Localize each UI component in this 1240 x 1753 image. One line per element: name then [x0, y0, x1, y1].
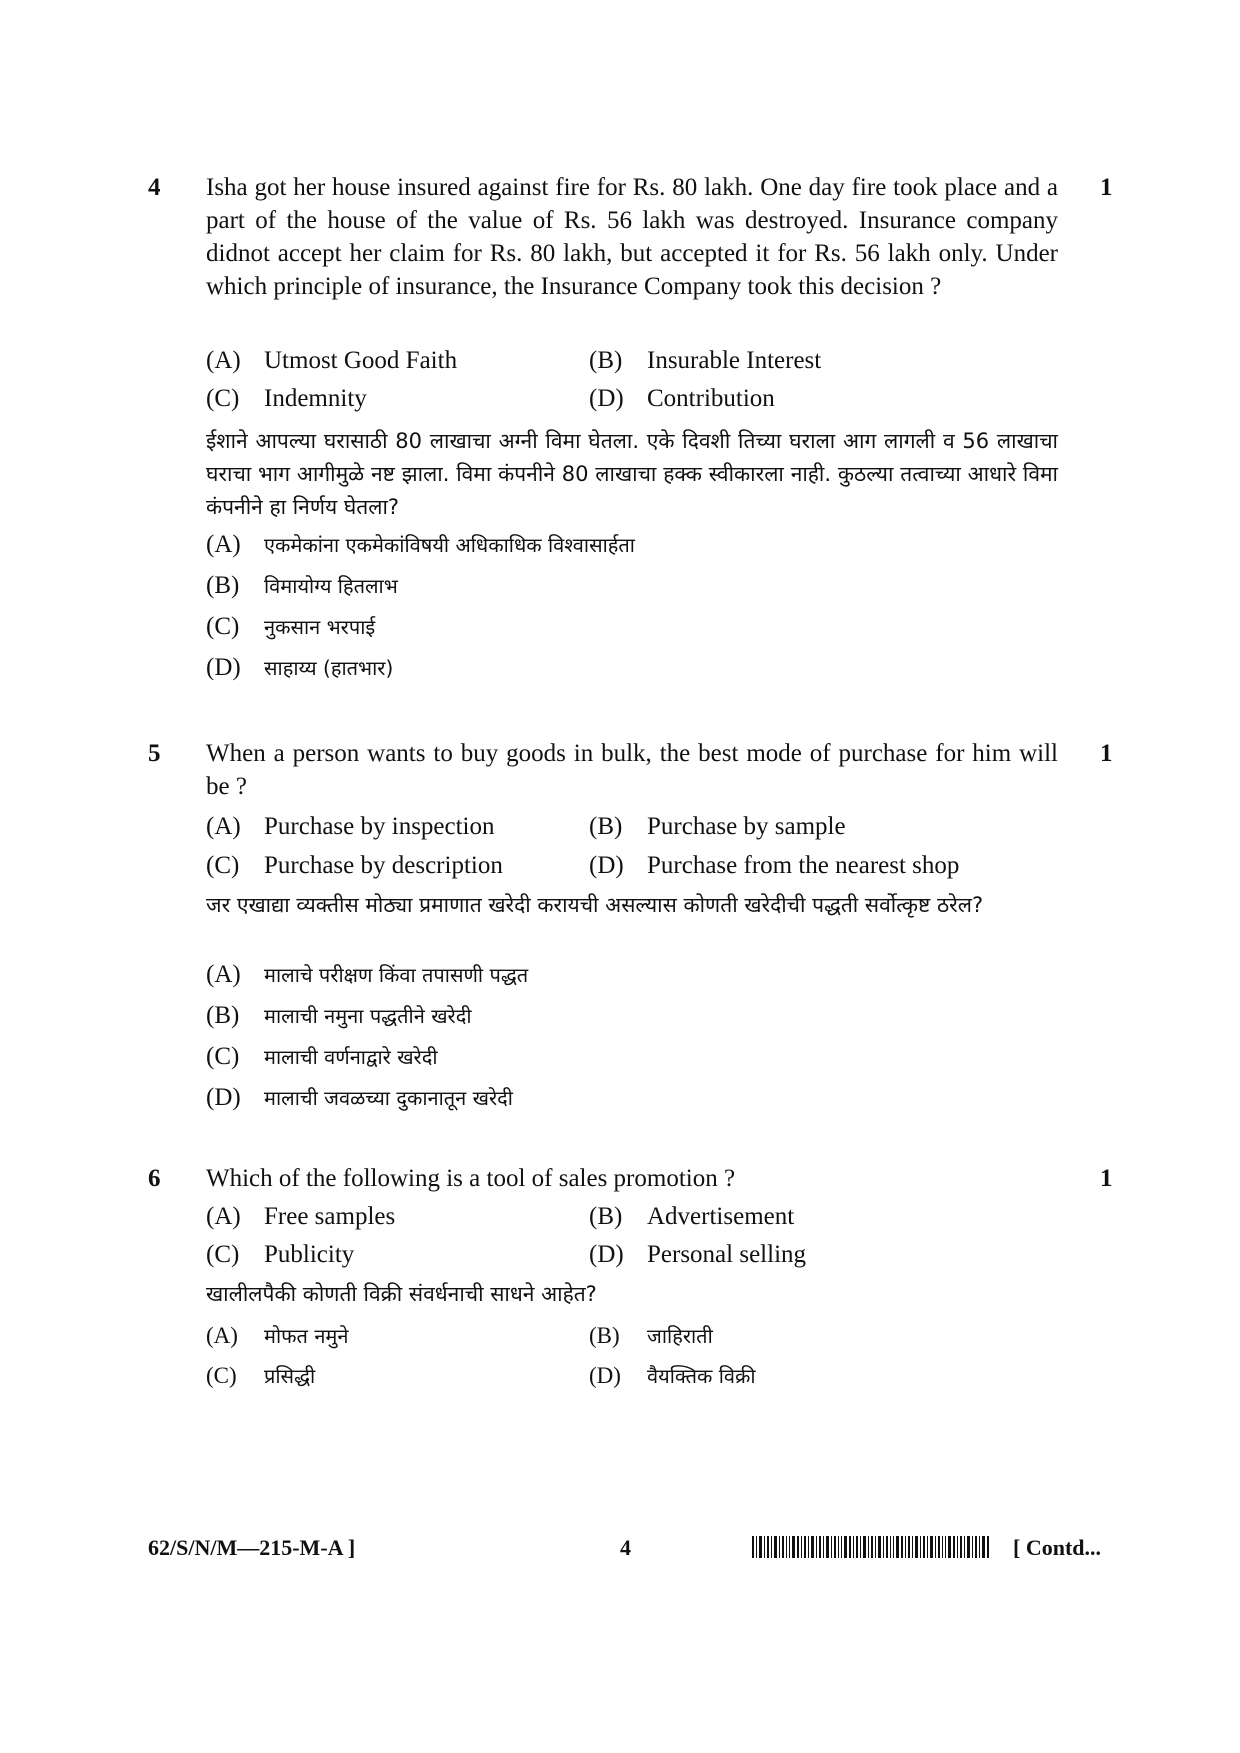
marathi-option-d: (D) साहाय्य (हातभार) — [206, 654, 394, 681]
option-c: (C) Purchase by description — [206, 852, 503, 879]
question-text-english: Which of the following is a tool of sales promotion ? — [206, 1165, 736, 1192]
marathi-option-c: (C) नुकसान भरपाई — [206, 613, 376, 640]
option-b: (B) Advertisement — [589, 1203, 795, 1230]
option-d: (D) Contribution — [589, 385, 775, 412]
option-a: (A) Free samples — [206, 1203, 396, 1230]
marathi-option-b: (B) जाहिराती — [589, 1323, 713, 1348]
question-marks: 1 — [1100, 174, 1113, 201]
question-number: 4 — [148, 174, 161, 201]
paper-code: 62/S/N/M—215-M-A ] — [148, 1535, 356, 1560]
question-text-marathi: जर एखाद्या व्यक्तीस मोठ्या प्रमाणात खरेदी करायची असल्यास कोणती खरेदीची पद्धती सर्वोत्कृष्ट ठरेल? — [206, 893, 984, 917]
page-footer — [0, 1528, 1240, 1568]
question-marks: 1 — [1100, 740, 1113, 767]
option-c: (C) Indemnity — [206, 385, 367, 412]
marathi-option-d: (D) मालाची जवळच्या दुकानातून खरेदी — [206, 1084, 513, 1111]
question-marks: 1 — [1100, 1165, 1113, 1192]
continued-label: [ Contd... — [1013, 1535, 1102, 1560]
marathi-options-row-ab — [206, 1318, 1106, 1354]
marathi-option-a: (A) मोफत नमुने — [206, 1323, 349, 1348]
question-text-marathi: ईशाने आपल्या घरासाठी 80 लाखाचा अग्नी विमा घेतला. एके दिवशी तिच्या घराला आग लागली व 56 लाखाचा घराचा भाग आगीमुळे नष्ट झाला. विमा कंपनीने 80 लाखाचा हक्क स्वीकारला नाही. कुठल्या तत्वाच्या आधारे विमा कंपनीने हा निर्णय घेतला? — [206, 429, 1058, 519]
option-a: (A) Purchase by inspection — [206, 813, 495, 840]
marathi-option-b: (B) मालाची नमुना पद्धतीने खरेदी — [206, 1002, 472, 1029]
options-row-ab — [206, 343, 1106, 379]
barcode-icon — [752, 1536, 990, 1558]
marathi-option-c: (C) प्रसिद्धी — [206, 1363, 316, 1388]
option-b: (B) Purchase by sample — [589, 813, 846, 840]
marathi-option-c: (C) मालाची वर्णनाद्वारे खरेदी — [206, 1043, 438, 1070]
option-b: (B) Insurable Interest — [589, 347, 822, 374]
question-5 — [0, 737, 1240, 1137]
question-number: 6 — [148, 1165, 161, 1192]
question-text-english: Isha got her house insured against fire for Rs. 80 lakh. One day fire took place and a part of the house of the value of Rs. 56 lakh was destroyed. Insurance company didnot accept her claim for Rs. 80 lakh, but accepted it for Rs. 56 lakh only. Under which principle of insurance, the Insurance Company took this decision ? — [206, 174, 1058, 300]
options-row-ab — [206, 809, 1106, 845]
question-number: 5 — [148, 740, 161, 767]
page-number: 4 — [620, 1535, 631, 1560]
options-row-ab — [206, 1199, 1106, 1235]
marathi-option-a: (A) मालाचे परीक्षण किंवा तपासणी पद्धत — [206, 961, 529, 988]
options-row-cd — [206, 1237, 1106, 1273]
question-4 — [0, 171, 1240, 691]
question-6 — [0, 1162, 1240, 1402]
options-row-cd — [206, 381, 1106, 417]
option-a: (A) Utmost Good Faith — [206, 347, 458, 374]
option-c: (C) Publicity — [206, 1241, 355, 1268]
marathi-option-d: (D) वैयक्तिक विक्री — [589, 1363, 756, 1388]
question-text-english: When a person wants to buy goods in bulk, the best mode of purchase for him will be ? — [206, 740, 1058, 800]
options-row-cd — [206, 848, 1106, 884]
marathi-options-row-cd — [206, 1358, 1106, 1394]
marathi-option-a: (A) एकमेकांना एकमेकांविषयी अधिकाधिक विश्वासार्हता — [206, 531, 635, 558]
marathi-option-b: (B) विमायोग्य हितलाभ — [206, 572, 398, 599]
option-d: (D) Purchase from the nearest shop — [589, 852, 960, 879]
question-text-marathi: खालीलपैकी कोणती विक्री संवर्धनाची साधने आहेत? — [206, 1282, 597, 1306]
option-d: (D) Personal selling — [589, 1241, 807, 1268]
